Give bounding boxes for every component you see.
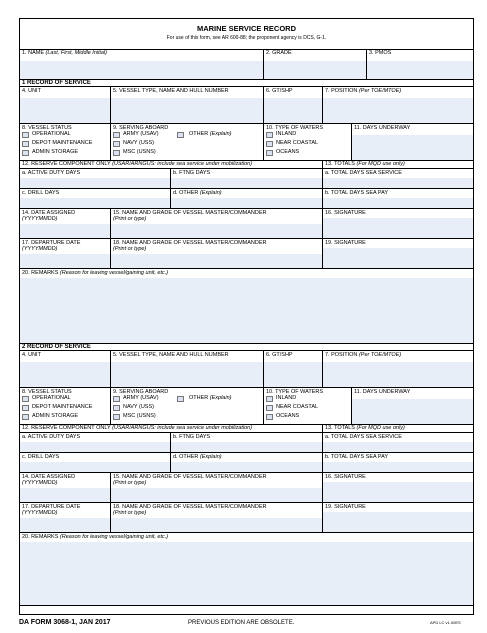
- position-label: [325, 352, 401, 359]
- total-sea-service-label: [325, 434, 402, 441]
- signature-19-field[interactable]: [322, 239, 473, 268]
- serving-option-label: NAVY (USS): [123, 404, 154, 410]
- signature-19-field[interactable]: [322, 503, 473, 532]
- gt-shp-input[interactable]: [264, 98, 322, 123]
- other-days-field[interactable]: [170, 189, 322, 208]
- position-label-hint: (Per TOE/MTOE): [358, 88, 402, 94]
- pmos-input[interactable]: [367, 61, 473, 79]
- totals-label-hint: (For MQD use only): [356, 161, 405, 167]
- unit-label: [22, 352, 41, 359]
- assigned-row: [20, 209, 473, 239]
- active-duty-input[interactable]: [20, 178, 170, 188]
- status-checkbox[interactable]: [22, 141, 29, 147]
- reserve-label-text: 12. RESERVE COMPONENT ONLY: [22, 161, 111, 167]
- waters-label-text: 10. TYPE OF WATERS: [266, 389, 324, 395]
- ftng-input[interactable]: [171, 442, 322, 452]
- form-subtitle: For use of this form, see AR 600-88; the proponent agency is DCS, G-1.: [166, 35, 327, 41]
- departure-row: [20, 503, 473, 533]
- total-sea-service-input[interactable]: [323, 178, 473, 188]
- form-id: DA FORM 3068-1, JAN 2017: [19, 619, 111, 626]
- reserve-label-hint: (USAR/ARNGUS: include sea service under mobilization): [112, 161, 253, 167]
- gt-shp-input[interactable]: [264, 362, 322, 387]
- serving-aboard-field: [110, 388, 263, 424]
- reserve-label-hint: (USAR/ARNGUS: include sea service under mobilization): [112, 425, 253, 431]
- drill-label: [22, 190, 59, 197]
- ftng-label: [173, 434, 210, 441]
- departure-date-label-text: 17. DEPARTURE DATE: [22, 504, 81, 510]
- name-label: 1. NAME: [22, 50, 45, 56]
- waters-field: [263, 124, 351, 160]
- other-hint: (Explain): [209, 131, 232, 137]
- active-duty-field[interactable]: [20, 433, 170, 452]
- name-hint: (Last, First, Middle Initial): [45, 50, 107, 56]
- departure-date-input[interactable]: [20, 518, 110, 532]
- master-print-hint-text: (Print or type): [113, 480, 147, 486]
- unit-row: [20, 87, 473, 124]
- remarks-input[interactable]: [20, 278, 473, 343]
- master-18-print-hint-text: (Print or type): [113, 246, 147, 252]
- vessel-type-input[interactable]: [111, 362, 263, 387]
- section-title: 1 RECORD OF SERVICE: [20, 80, 473, 87]
- other-option-label: [189, 131, 231, 138]
- other-days-input[interactable]: [171, 462, 322, 472]
- grade-field[interactable]: [263, 49, 366, 79]
- ftng-field[interactable]: [170, 433, 322, 452]
- position-field[interactable]: [322, 87, 473, 123]
- departure-date-label-text: 17. DEPARTURE DATE: [22, 240, 81, 246]
- drill-row: [20, 453, 473, 473]
- waters-option-label: NEAR COASTAL: [276, 404, 319, 410]
- total-sea-pay-label: [325, 454, 388, 461]
- total-sea-service-input[interactable]: [323, 442, 473, 452]
- vessel-status-field: [20, 124, 110, 160]
- other-text: OTHER: [189, 395, 209, 401]
- remarks-input[interactable]: [20, 542, 473, 605]
- master-18-field[interactable]: [110, 239, 322, 268]
- version-note: APD LC v1.00ES: [430, 620, 461, 625]
- date-assigned-field[interactable]: [20, 473, 110, 502]
- other-text: OTHER: [189, 131, 209, 137]
- ftng-label-text: b. FTNG DAYS: [173, 170, 211, 176]
- remarks-label: [22, 270, 168, 277]
- status-option-label: OPERATIONAL: [32, 131, 71, 137]
- master-input[interactable]: [111, 224, 322, 238]
- signature-16-label: [325, 474, 366, 481]
- signature-19-label: [325, 240, 366, 247]
- status-checkbox[interactable]: [22, 132, 29, 138]
- vessel-status-label-text: 8. VESSEL STATUS: [22, 389, 72, 395]
- other-days-label: [173, 454, 222, 461]
- active-duty-row: [20, 433, 473, 453]
- status-checkbox[interactable]: [22, 396, 29, 402]
- date-assigned-field[interactable]: [20, 209, 110, 238]
- days-underway-field[interactable]: [351, 388, 473, 424]
- master-18-print-hint-text: (Print or type): [113, 510, 147, 516]
- other-days-label-text: d. OTHER: [173, 454, 199, 460]
- active-duty-input[interactable]: [20, 442, 170, 452]
- gt-shp-field[interactable]: [263, 351, 322, 387]
- gt-shp-label-text: 6. GT/SHP: [266, 352, 293, 358]
- position-field[interactable]: [322, 351, 473, 387]
- master-print-hint: [113, 216, 146, 223]
- waters-option-label: OCEANS: [276, 413, 300, 419]
- date-assigned-label-text: 14. DATE ASSIGNED: [22, 210, 76, 216]
- master-field[interactable]: [110, 473, 322, 502]
- vessel-status-label-text: 8. VESSEL STATUS: [22, 125, 72, 131]
- position-label-hint: (Per TOE/MTOE): [358, 352, 402, 358]
- total-sea-service-label-text: a. TOTAL DAYS SEA SERVICE: [325, 434, 402, 440]
- other-checkbox[interactable]: [177, 132, 184, 138]
- vessel-type-label-text: 5. VESSEL TYPE, NAME AND HULL NUMBER: [113, 88, 229, 94]
- days-underway-input[interactable]: [352, 135, 473, 160]
- vessel-status-field: [20, 388, 110, 424]
- master-label-text: 15. NAME AND GRADE OF VESSEL MASTER/COMMANDER: [113, 210, 267, 216]
- other-hint: (Explain): [209, 395, 232, 401]
- departure-row: [20, 239, 473, 269]
- totals-label: [325, 161, 405, 168]
- departure-date-input[interactable]: [20, 254, 110, 268]
- remarks-label: [22, 534, 168, 541]
- ftng-label-text: b. FTNG DAYS: [173, 434, 211, 440]
- waters-checkbox[interactable]: [266, 132, 273, 138]
- unit-row: [20, 351, 473, 388]
- position-input[interactable]: [323, 362, 473, 387]
- ftng-field[interactable]: [170, 169, 322, 188]
- unit-input[interactable]: [20, 362, 110, 387]
- totals-label: [325, 425, 405, 432]
- vessel-type-input[interactable]: [111, 98, 263, 123]
- master-label-text: 15. NAME AND GRADE OF VESSEL MASTER/COMMANDER: [113, 474, 267, 480]
- status-option-label: ADMIN STORAGE: [32, 149, 79, 155]
- grade-input[interactable]: [264, 61, 366, 79]
- status-row: [20, 124, 473, 161]
- total-sea-service-label: [325, 170, 402, 177]
- waters-checkbox[interactable]: [266, 141, 273, 147]
- days-underway-label: [354, 125, 410, 132]
- active-duty-label-text: a. ACTIVE DUTY DAYS: [22, 434, 81, 440]
- reserve-row: [20, 425, 473, 433]
- other-days-label-text: d. OTHER: [173, 190, 199, 196]
- waters-option-label: OCEANS: [276, 149, 300, 155]
- drill-label: [22, 454, 59, 461]
- waters-checkbox[interactable]: [266, 150, 273, 156]
- unit-label-text: 4. UNIT: [22, 88, 41, 94]
- waters-option-label: INLAND: [276, 395, 297, 401]
- signature-16-input[interactable]: [323, 482, 473, 502]
- form-title: MARINE SERVICE RECORD: [196, 24, 297, 33]
- remarks-row: [20, 269, 473, 344]
- signature-16-field[interactable]: [322, 473, 473, 502]
- remarks-label-hint: (Reason for leaving vessel/gaining unit, etc.): [59, 534, 169, 540]
- other-days-label-hint: (Explain): [199, 454, 222, 460]
- serving-checkbox[interactable]: [113, 414, 120, 420]
- vessel-type-label-text: 5. VESSEL TYPE, NAME AND HULL NUMBER: [113, 352, 229, 358]
- master-field[interactable]: [110, 209, 322, 238]
- departure-date-field[interactable]: [20, 503, 110, 532]
- section-title: 2 RECORD OF SERVICE: [20, 344, 473, 351]
- master-18-input[interactable]: [111, 254, 322, 268]
- other-days-label-hint: (Explain): [199, 190, 222, 196]
- status-checkbox[interactable]: [22, 405, 29, 411]
- remarks-field[interactable]: [20, 533, 473, 605]
- status-option-label: ADMIN STORAGE: [32, 413, 79, 419]
- marine-service-record-form: [19, 18, 474, 615]
- totals-label-hint: (For MQD use only): [356, 425, 405, 431]
- signature-16-input[interactable]: [323, 218, 473, 238]
- waters-checkbox[interactable]: [266, 405, 273, 411]
- master-print-hint-text: (Print or type): [113, 216, 147, 222]
- waters-field: [263, 388, 351, 424]
- master-18-print-hint: [113, 246, 146, 253]
- remarks-label-hint: (Reason for leaving vessel/gaining unit, etc.): [59, 270, 169, 276]
- unit-input[interactable]: [20, 98, 110, 123]
- status-option-label: OPERATIONAL: [32, 395, 71, 401]
- drill-input[interactable]: [20, 462, 170, 472]
- days-underway-label-text: 11. DAYS UNDERWAY: [354, 389, 411, 395]
- vessel-type-field[interactable]: [110, 87, 263, 123]
- signature-16-label: [325, 210, 366, 217]
- serving-aboard-field: [110, 124, 263, 160]
- position-input[interactable]: [323, 98, 473, 123]
- edition-note: PREVIOUS EDITION ARE OBSOLETE.: [188, 620, 295, 626]
- serving-option-label: NAVY (USS): [123, 140, 154, 146]
- total-sea-service-field[interactable]: [322, 169, 473, 188]
- serving-option-label: ARMY (USAV): [123, 131, 159, 137]
- totals-label-text: 13. TOTALS: [325, 425, 355, 431]
- name-input[interactable]: [20, 61, 263, 79]
- date-assigned-input[interactable]: [20, 488, 110, 502]
- signature-19-label-text: 19. SIGNATURE: [325, 240, 366, 246]
- pmos-field[interactable]: [366, 49, 473, 79]
- gt-shp-label: [266, 352, 293, 359]
- signature-19-input[interactable]: [323, 512, 473, 532]
- ftng-label: [173, 170, 210, 177]
- unit-label: [22, 88, 41, 95]
- reserve-label-text: 12. RESERVE COMPONENT ONLY: [22, 425, 111, 431]
- total-sea-service-field[interactable]: [322, 433, 473, 452]
- drill-label-text: c. DRILL DAYS: [22, 190, 60, 196]
- date-assigned-label-text: 14. DATE ASSIGNED: [22, 474, 76, 480]
- date-assigned-input[interactable]: [20, 224, 110, 238]
- date-assigned-format: [22, 480, 57, 487]
- master-18-label-text: 18. NAME AND GRADE OF VESSEL MASTER/COMMANDER: [113, 504, 267, 510]
- date-assigned-format-text: (YYYYMMDD): [22, 216, 58, 222]
- pmos-label: 3. PMOS: [369, 50, 392, 56]
- serving-aboard-label-text: 9. SERVING ABOARD: [113, 389, 169, 395]
- total-sea-pay-label-text: b. TOTAL DAYS SEA PAY: [325, 190, 389, 196]
- serving-checkbox[interactable]: [113, 132, 120, 138]
- remarks-row: [20, 533, 473, 606]
- total-sea-pay-field[interactable]: [322, 453, 473, 472]
- position-label: [325, 88, 401, 95]
- signature-16-field[interactable]: [322, 209, 473, 238]
- unit-field[interactable]: [20, 87, 110, 123]
- master-18-label-text: 18. NAME AND GRADE OF VESSEL MASTER/COMMANDER: [113, 240, 267, 246]
- departure-date-format-text: (YYYYMMDD): [22, 246, 58, 252]
- reserve-field: [20, 161, 322, 168]
- vessel-type-field[interactable]: [110, 351, 263, 387]
- name-field[interactable]: [20, 49, 263, 79]
- serving-option-label: MSC (USNS): [123, 149, 156, 155]
- days-underway-field[interactable]: [351, 124, 473, 160]
- personal-row: [20, 49, 473, 80]
- master-input[interactable]: [111, 488, 322, 502]
- serving-checkbox[interactable]: [113, 141, 120, 147]
- days-underway-label: [354, 389, 410, 396]
- position-label-text: 7. POSITION: [325, 88, 358, 94]
- serving-aboard-label-text: 9. SERVING ABOARD: [113, 125, 169, 131]
- date-assigned-format: [22, 216, 57, 223]
- drill-input[interactable]: [20, 198, 170, 208]
- active-duty-label: [22, 170, 80, 177]
- remarks-label-text: 20. REMARKS: [22, 534, 59, 540]
- master-18-input[interactable]: [111, 518, 322, 532]
- serving-checkbox[interactable]: [113, 396, 120, 402]
- serving-checkbox[interactable]: [113, 150, 120, 156]
- reserve-label: [22, 161, 252, 168]
- waters-option-label: NEAR COASTAL: [276, 140, 319, 146]
- status-option-label: DEPOT MAINTENANCE: [32, 140, 93, 146]
- drill-label-text: c. DRILL DAYS: [22, 454, 60, 460]
- days-underway-label-text: 11. DAYS UNDERWAY: [354, 125, 411, 131]
- active-duty-row: [20, 169, 473, 189]
- position-label-text: 7. POSITION: [325, 352, 358, 358]
- form-header: [20, 19, 473, 50]
- other-days-label: [173, 190, 222, 197]
- drill-field[interactable]: [20, 189, 170, 208]
- total-sea-pay-input[interactable]: [323, 462, 473, 472]
- signature-16-label-text: 16. SIGNATURE: [325, 210, 366, 216]
- departure-date-field[interactable]: [20, 239, 110, 268]
- remarks-label-text: 20. REMARKS: [22, 270, 59, 276]
- active-duty-label-text: a. ACTIVE DUTY DAYS: [22, 170, 81, 176]
- ftng-input[interactable]: [171, 178, 322, 188]
- departure-date-format-text: (YYYYMMDD): [22, 510, 58, 516]
- other-days-input[interactable]: [171, 198, 322, 208]
- totals-label-text: 13. TOTALS: [325, 161, 355, 167]
- total-sea-pay-label-text: b. TOTAL DAYS SEA PAY: [325, 454, 389, 460]
- grade-label: 2. GRADE: [266, 50, 292, 56]
- days-underway-input[interactable]: [352, 399, 473, 424]
- departure-date-format: [22, 510, 57, 517]
- other-option-label: [189, 395, 231, 402]
- signature-19-input[interactable]: [323, 248, 473, 268]
- vessel-type-label: [113, 88, 229, 95]
- total-sea-service-label-text: a. TOTAL DAYS SEA SERVICE: [325, 170, 402, 176]
- waters-label-text: 10. TYPE OF WATERS: [266, 125, 324, 131]
- other-days-field[interactable]: [170, 453, 322, 472]
- date-assigned-format-text: (YYYYMMDD): [22, 480, 58, 486]
- unit-field[interactable]: [20, 351, 110, 387]
- serving-option-label: ARMY (USAV): [123, 395, 159, 401]
- drill-field[interactable]: [20, 453, 170, 472]
- total-sea-pay-label: [325, 190, 388, 197]
- master-print-hint: [113, 480, 146, 487]
- departure-date-format: [22, 246, 57, 253]
- status-option-label: DEPOT MAINTENANCE: [32, 404, 93, 410]
- status-row: [20, 388, 473, 425]
- reserve-field: [20, 425, 322, 432]
- reserve-row: [20, 161, 473, 169]
- signature-19-label-text: 19. SIGNATURE: [325, 504, 366, 510]
- master-18-field[interactable]: [110, 503, 322, 532]
- waters-option-label: INLAND: [276, 131, 297, 137]
- remarks-field[interactable]: [20, 269, 473, 343]
- gt-shp-label-text: 6. GT/SHP: [266, 88, 293, 94]
- drill-row: [20, 189, 473, 209]
- vessel-type-label: [113, 352, 229, 359]
- serving-option-label: MSC (USNS): [123, 413, 156, 419]
- active-duty-field[interactable]: [20, 169, 170, 188]
- master-18-print-hint: [113, 510, 146, 517]
- signature-16-label-text: 16. SIGNATURE: [325, 474, 366, 480]
- status-checkbox[interactable]: [22, 150, 29, 156]
- waters-checkbox[interactable]: [266, 396, 273, 402]
- other-checkbox[interactable]: [177, 396, 184, 402]
- reserve-label: [22, 425, 252, 432]
- gt-shp-label: [266, 88, 293, 95]
- unit-label-text: 4. UNIT: [22, 352, 41, 358]
- assigned-row: [20, 473, 473, 503]
- totals-field: [322, 425, 473, 432]
- status-checkbox[interactable]: [22, 414, 29, 420]
- totals-field: [322, 161, 473, 168]
- total-sea-pay-input[interactable]: [323, 198, 473, 208]
- serving-checkbox[interactable]: [113, 405, 120, 411]
- gt-shp-field[interactable]: [263, 87, 322, 123]
- active-duty-label: [22, 434, 80, 441]
- waters-checkbox[interactable]: [266, 414, 273, 420]
- total-sea-pay-field[interactable]: [322, 189, 473, 208]
- signature-19-label: [325, 504, 366, 511]
